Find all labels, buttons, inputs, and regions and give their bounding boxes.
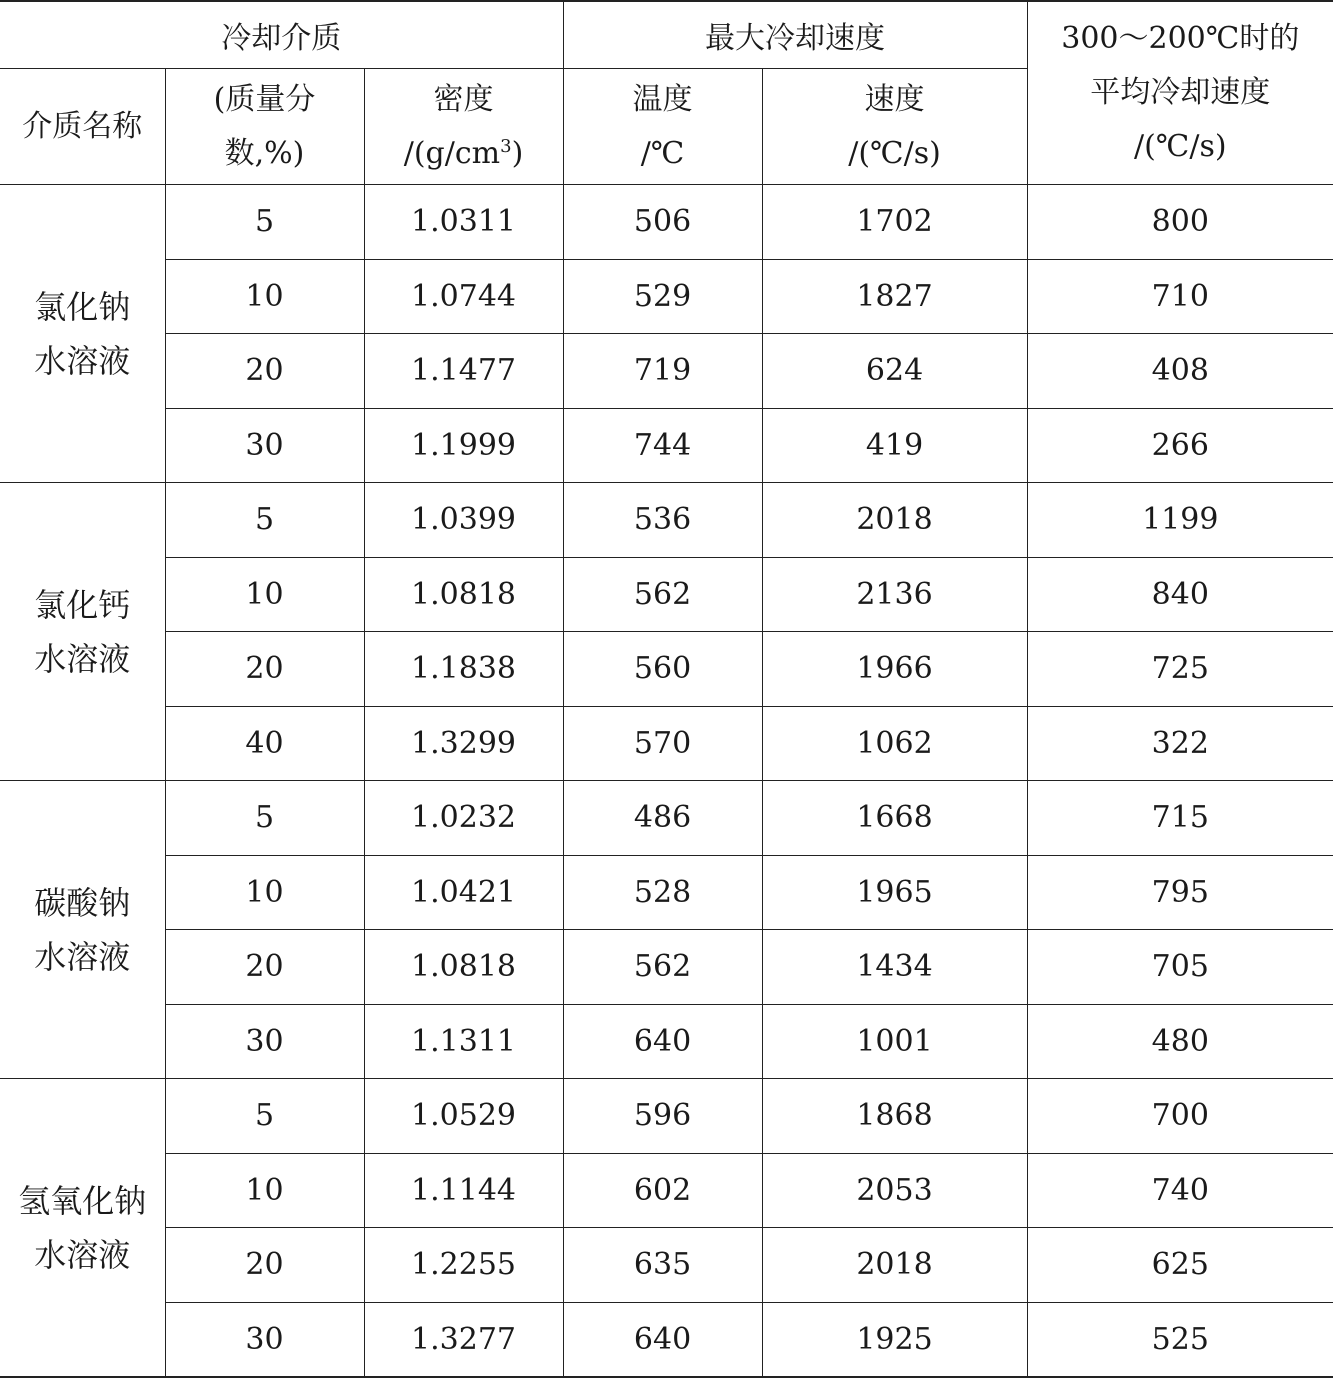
speed-cell: 1868	[762, 1079, 1027, 1154]
avg-speed-cell: 408	[1027, 334, 1333, 409]
table-row	[0, 781, 1333, 856]
medium-name-line1: 碳酸钠	[34, 883, 131, 922]
header-temperature-line1: 温度	[632, 81, 693, 117]
density-cell: 1.2255	[364, 1228, 563, 1303]
medium-name-line1: 氢氧化钠	[18, 1181, 147, 1220]
avg-speed-cell: 700	[1027, 1079, 1333, 1154]
density-cell: 1.0311	[364, 185, 563, 260]
medium-name-cell	[0, 185, 165, 483]
table-row	[0, 1004, 1333, 1079]
speed-cell: 1827	[762, 259, 1027, 334]
avg-speed-cell: 725	[1027, 632, 1333, 707]
header-avg-line1: 300～200℃时的	[1061, 21, 1300, 56]
avg-speed-cell: 322	[1027, 706, 1333, 781]
header-avg-line3: /(℃/s)	[1133, 129, 1227, 164]
table-row	[0, 706, 1333, 781]
mass-fraction-cell: 20	[165, 334, 364, 409]
speed-cell: 419	[762, 408, 1027, 483]
mass-fraction-cell: 30	[165, 1004, 364, 1079]
table-row	[0, 855, 1333, 930]
mass-fraction-cell: 5	[165, 781, 364, 856]
header-temperature	[563, 69, 762, 185]
table-row	[0, 1153, 1333, 1228]
header-avg-line2: 平均冷却速度	[1090, 75, 1271, 110]
medium-name-line2: 水溶液	[34, 937, 131, 976]
temperature-cell: 529	[563, 259, 762, 334]
medium-name-line2: 水溶液	[34, 1235, 131, 1274]
density-cell: 1.0818	[364, 557, 563, 632]
speed-cell: 1434	[762, 930, 1027, 1005]
speed-cell: 2136	[762, 557, 1027, 632]
avg-speed-cell: 266	[1027, 408, 1333, 483]
mass-fraction-cell: 40	[165, 706, 364, 781]
table-row	[0, 1228, 1333, 1303]
temperature-cell: 640	[563, 1302, 762, 1377]
speed-cell: 1062	[762, 706, 1027, 781]
header-density-unit-sup: 3	[500, 135, 512, 157]
mass-fraction-cell: 30	[165, 408, 364, 483]
density-cell: 1.3299	[364, 706, 563, 781]
table-body	[0, 185, 1333, 1378]
header-density	[364, 69, 563, 185]
speed-cell: 624	[762, 334, 1027, 409]
speed-cell: 2053	[762, 1153, 1027, 1228]
medium-name-line2: 水溶液	[34, 639, 131, 678]
temperature-cell: 562	[563, 557, 762, 632]
density-cell: 1.1838	[364, 632, 563, 707]
avg-speed-cell: 800	[1027, 185, 1333, 260]
speed-cell: 1925	[762, 1302, 1027, 1377]
header-avg-cooling-speed	[1027, 1, 1333, 185]
speed-cell: 1668	[762, 781, 1027, 856]
table-row	[0, 930, 1333, 1005]
speed-cell: 1965	[762, 855, 1027, 930]
table-row	[0, 1302, 1333, 1377]
mass-fraction-cell: 10	[165, 1153, 364, 1228]
temperature-cell: 635	[563, 1228, 762, 1303]
density-cell: 1.0818	[364, 930, 563, 1005]
density-cell: 1.1144	[364, 1153, 563, 1228]
density-cell: 1.0744	[364, 259, 563, 334]
avg-speed-cell: 795	[1027, 855, 1333, 930]
density-cell: 1.1311	[364, 1004, 563, 1079]
temperature-cell: 562	[563, 930, 762, 1005]
table-row	[0, 1079, 1333, 1154]
table-row	[0, 334, 1333, 409]
header-mass-fraction	[165, 69, 364, 185]
header-max-cooling-speed: 最大冷却速度	[563, 1, 1027, 69]
header-density-line1: 密度	[433, 81, 494, 117]
avg-speed-cell: 480	[1027, 1004, 1333, 1079]
avg-speed-cell: 740	[1027, 1153, 1333, 1228]
medium-name-line1: 氯化钙	[34, 585, 131, 624]
speed-cell: 2018	[762, 1228, 1027, 1303]
mass-fraction-cell: 10	[165, 855, 364, 930]
temperature-cell: 486	[563, 781, 762, 856]
medium-name-line2: 水溶液	[34, 341, 131, 380]
temperature-cell: 528	[563, 855, 762, 930]
header-row-1	[0, 1, 1333, 69]
temperature-cell: 536	[563, 483, 762, 558]
density-cell: 1.1477	[364, 334, 563, 409]
mass-fraction-cell: 10	[165, 259, 364, 334]
temperature-cell: 640	[563, 1004, 762, 1079]
medium-name-cell	[0, 1079, 165, 1378]
density-cell: 1.0421	[364, 855, 563, 930]
mass-fraction-cell: 20	[165, 1228, 364, 1303]
header-density-unit-post: )	[511, 135, 524, 171]
density-cell: 1.0399	[364, 483, 563, 558]
speed-cell: 1966	[762, 632, 1027, 707]
density-cell: 1.1999	[364, 408, 563, 483]
header-mass-fraction-line1: (质量分	[213, 81, 316, 117]
mass-fraction-cell: 20	[165, 930, 364, 1005]
density-cell: 1.0232	[364, 781, 563, 856]
speed-cell: 1001	[762, 1004, 1027, 1079]
header-medium-name: 介质名称	[0, 69, 165, 185]
medium-name-line1: 氯化钠	[34, 287, 131, 326]
header-mass-fraction-line2: 数,%)	[224, 135, 305, 171]
avg-speed-cell: 1199	[1027, 483, 1333, 558]
temperature-cell: 602	[563, 1153, 762, 1228]
mass-fraction-cell: 10	[165, 557, 364, 632]
table-row	[0, 408, 1333, 483]
avg-speed-cell: 625	[1027, 1228, 1333, 1303]
medium-name-cell	[0, 483, 165, 781]
header-speed-line1: 速度	[864, 81, 925, 117]
table-row	[0, 185, 1333, 260]
avg-speed-cell: 840	[1027, 557, 1333, 632]
header-speed-line2: /(℃/s)	[848, 135, 941, 171]
table-row	[0, 557, 1333, 632]
header-speed	[762, 69, 1027, 185]
temperature-cell: 560	[563, 632, 762, 707]
avg-speed-cell: 705	[1027, 930, 1333, 1005]
header-density-unit-pre: /(g/cm	[403, 135, 501, 171]
temperature-cell: 570	[563, 706, 762, 781]
header-density-line2	[365, 127, 563, 181]
temperature-cell: 744	[563, 408, 762, 483]
temperature-cell: 506	[563, 185, 762, 260]
mass-fraction-cell: 5	[165, 185, 364, 260]
mass-fraction-cell: 5	[165, 1079, 364, 1154]
temperature-cell: 596	[563, 1079, 762, 1154]
medium-name-cell	[0, 781, 165, 1079]
mass-fraction-cell: 20	[165, 632, 364, 707]
avg-speed-cell: 525	[1027, 1302, 1333, 1377]
density-cell: 1.0529	[364, 1079, 563, 1154]
density-cell: 1.3277	[364, 1302, 563, 1377]
temperature-cell: 719	[563, 334, 762, 409]
table-row	[0, 632, 1333, 707]
header-cooling-medium: 冷却介质	[0, 1, 563, 69]
table-row	[0, 259, 1333, 334]
mass-fraction-cell: 30	[165, 1302, 364, 1377]
avg-speed-cell: 715	[1027, 781, 1333, 856]
speed-cell: 2018	[762, 483, 1027, 558]
mass-fraction-cell: 5	[165, 483, 364, 558]
speed-cell: 1702	[762, 185, 1027, 260]
header-temperature-line2: /℃	[640, 135, 685, 171]
table-row	[0, 483, 1333, 558]
avg-speed-cell: 710	[1027, 259, 1333, 334]
